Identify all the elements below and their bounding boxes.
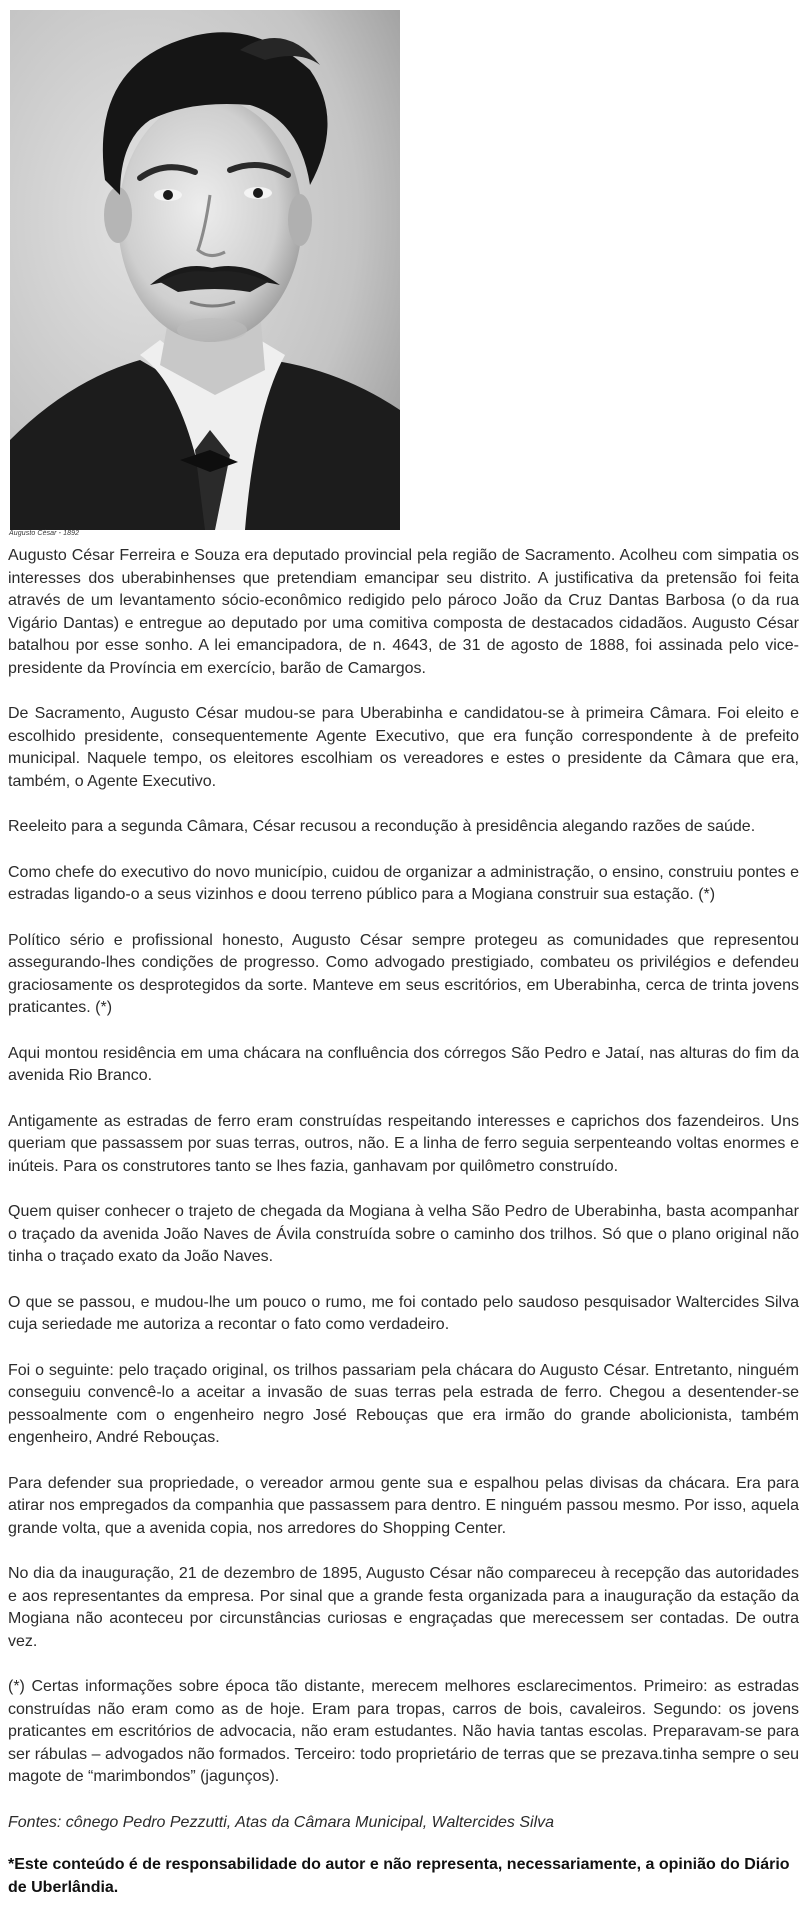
article-paragraph: Quem quiser conhecer o trajeto de chegada da Mogiana à velha São Pedro de Uberabinha, basta acompanhar o traçado da avenida João Naves de Ávila construída sobre o caminho dos trilhos. Só que o plano original não tinha o traçado exato da João Naves. <box>8 1203 799 1265</box>
article-body <box>8 545 799 1899</box>
article-paragraph: No dia da inauguração, 21 de dezembro de 1895, Augusto César não compareceu à recepção das autoridades e aos representantes da empresa. Por sinal que a grande festa organizada para a inauguração da estação da Mogiana não aconteceu por circunstâncias curiosas e engraçadas que merecessem ser contadas. De outra vez. <box>8 1565 799 1650</box>
article-paragraph: Antigamente as estradas de ferro eram construídas respeitando interesses e caprichos dos fazendeiros. Uns queriam que passassem por suas terras, outros, não. E a linha de ferro seguia serpenteando voltas enormes e inúteis. Para os construtores tanto se lhes fazia, ganhavam por quilômetro construído. <box>8 1112 799 1175</box>
portrait-photo <box>10 10 400 530</box>
article-sources: Fontes: cônego Pedro Pezzutti, Atas da Câmara Municipal, Waltercides Silva <box>8 1813 555 1831</box>
article-disclaimer: *Este conteúdo é de responsabilidade do autor e não representa, necessariamente, a opinião do Diário de Uberlândia. <box>8 1856 790 1896</box>
article-paragraph: Para defender sua propriedade, o vereador armou gente sua e espalhou pelas divisas da chácara. Era para atirar nos empregados da companhia que passassem para dentro. E ninguém passou mesmo. Por isso, aquela grande volta, que a avenida copia, nos arredores do Shopping Center. <box>8 1474 799 1537</box>
article-paragraph: Augusto César Ferreira e Souza era deputado provincial pela região de Sacramento. Acolheu com simpatia os interesses dos uberabinhenses que pretendiam emancipar seu distrito. A justificativa da pretensão foi feita através de um levantamento sócio-econômico redigido pelo pároco João da Cruz Dantas Barbosa (o da rua Vigário Dantas) e entregue ao deputado por uma comitiva composta de destacados cidadãos. Augusto César batalhou por esse sonho. A lei emancipadora, de n. 4643, de 31 de agosto de 1888, foi assinada pelo vice-presidente da Província em exercício, barão de Camargos. <box>8 547 799 677</box>
article-paragraph: Reeleito para a segunda Câmara, César recusou a recondução à presidência alegando razões de saúde. <box>8 818 756 835</box>
article-paragraph: Foi o seguinte: pelo traçado original, os trilhos passariam pela chácara do Augusto César. Entretanto, ninguém conseguiu convencê-lo a aceitar a invasão de suas terras pela estrada de ferro. Chegou a desentender-se pessoalmente com o engenheiro negro José Rebouças que era irmão do grande abolicionista, também engenheiro, André Rebouças. <box>8 1361 799 1446</box>
article-paragraph: Como chefe do executivo do novo município, cuidou de organizar a administração, o ensino, construiu pontes e estradas ligando-o a seus vizinhos e doou terreno público para a Mogiana construir sua estação. (*) <box>8 863 799 903</box>
article-footnote: (*) Certas informações sobre época tão distante, merecem melhores esclarecimentos. Primeiro: as estradas construídas não eram como as de hoje. Eram para tropas, carros de bois, cavaleiros. Segundo: os jovens praticantes em escritórios de advocacia, não eram estudantes. Não havia tantas escolas. Preparavam-se para ser rábulas – advogados não formados. Terceiro: todo proprietário de terras que se prezava.tinha sempre o seu magote de “marimbondos” (jagunços). <box>8 1678 799 1785</box>
image-caption: Augusto César - 1892 <box>9 530 80 537</box>
article-paragraph: Político sério e profissional honesto, Augusto César sempre protegeu as comunidades que representou assegurando-lhes condições de progresso. Como advogado prestigiado, combateu os privilégios e defendeu graciosamente os desprotegidos da sorte. Manteve em seus escritórios, em Uberabinha, cerca de trinta jovens praticantes. (*) <box>8 931 799 1016</box>
article-paragraph: De Sacramento, Augusto César mudou-se para Uberabinha e candidatou-se à primeira Câmara. Foi eleito e escolhido presidente, consequentemente Agente Executivo, que era função correspondente à de prefeito municipal. Naquele tempo, os eleitores escolhiam os vereadores e estes o presidente da Câmara que era, também, o Agente Executivo. <box>8 705 799 790</box>
article-paragraph: Aqui montou residência em uma chácara na confluência dos córregos São Pedro e Jataí, nas alturas do fim da avenida Rio Branco. <box>8 1044 799 1084</box>
article-paragraph: O que se passou, e mudou-lhe um pouco o rumo, me foi contado pelo saudoso pesquisador Waltercides Silva cuja seriedade me autoriza a recontar o fato como verdadeiro. <box>8 1293 799 1333</box>
